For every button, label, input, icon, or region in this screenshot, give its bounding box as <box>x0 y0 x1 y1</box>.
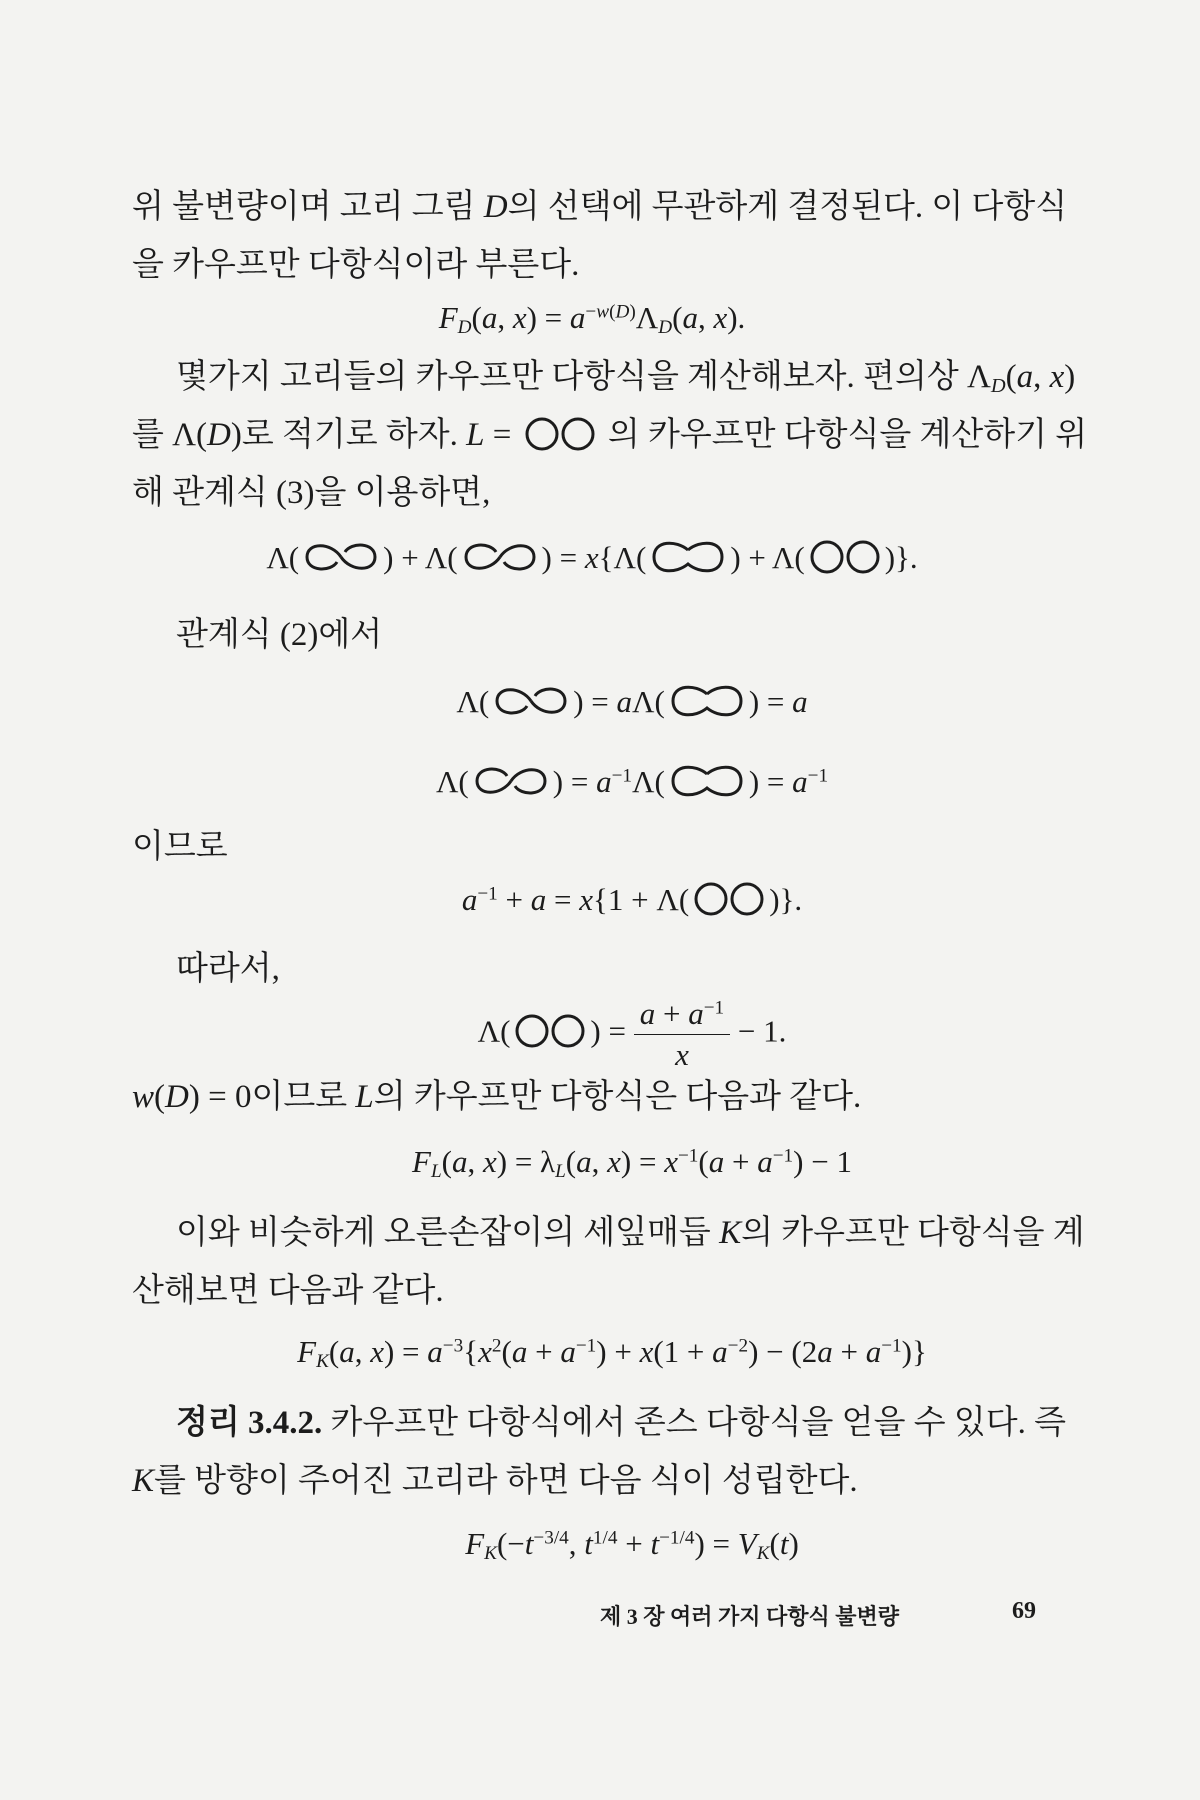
text-line-6: 관계식 (2)에서 <box>176 617 383 653</box>
theorem-line-2: K를 방향이 주어진 고리라 하면 다음 식이 성립한다. <box>132 1463 858 1499</box>
unlink-diagram-icon <box>691 880 767 918</box>
text-line-10: 이와 비슷하게 오른손잡이의 세잎매듭 K의 카우프만 다항식을 계 <box>176 1215 1085 1251</box>
figure-eight-crossing-icon <box>491 682 571 720</box>
equation-kink-positive: Λ( ) = aΛ( ) = a <box>456 684 808 719</box>
equation-skein-relation: Λ( ) + Λ( ) = x{Λ( ) + Λ( )}. <box>266 540 918 575</box>
text-line-4: 를 Λ(D)로 적기로 하자. L = 의 카우프만 다항식을 계산하기 위 <box>132 417 1088 453</box>
running-footer-chapter: 제 3 장 여러 가지 다항식 불변량 <box>600 1604 900 1629</box>
page-number: 69 <box>1012 1598 1036 1624</box>
text-line-11: 산해보면 다음과 같다. <box>132 1273 444 1309</box>
equation-sum: $a^{-1} + a = x\{1 + \Lambda$( )}. <box>461 882 803 917</box>
equation-kauffman-definition: $F_D(a$, $x) = a^{-w(D)}\Lambda_D(a$, x). <box>438 300 746 338</box>
unlink-diagram-icon <box>807 538 883 576</box>
unlink-diagram-icon <box>522 415 598 453</box>
text-line-9: w(D) = 0이므로 L의 카우프만 다항식은 다음과 같다. <box>132 1079 862 1115</box>
text-line-5: 해 관계식 (3)을 이용하면, <box>132 475 491 511</box>
text-line-3: 몇가지 고리들의 카우프만 다항식을 계산해보자. 편의상 $\Lambda_D(a$, x) <box>176 359 1076 398</box>
equation-jones-relation: $F_K(-t^{-3/4}$, $t^{1/4} + t^{-1/4}) = V_K(t)$ <box>465 1526 799 1564</box>
equation-kink-negative: Λ( ) = $a^{-1}\Lambda$( ) = $a^{-1}$ <box>435 764 829 799</box>
smoothed-loop-icon <box>648 538 728 576</box>
theorem-line-1 <box>176 1394 1096 1452</box>
text-line-2: 을 카우프만 다항식이라 부른다. <box>132 247 580 283</box>
smoothed-loop-icon <box>667 762 747 800</box>
equation-unlink-polynomial: $F_L(a$, $x) = \lambda_L(a$, $x) = x^{-1}(a + a^{-1}) - 1$ <box>412 1144 852 1182</box>
figure-eight-crossing-icon <box>301 538 381 576</box>
text-line-1: 위 불변량이며 고리 그림 D의 선택에 무관하게 결정된다. 이 다항식 <box>132 189 1068 225</box>
theorem-text: 카우프만 다항식에서 존스 다항식을 얻을 수 있다. 즉 <box>330 1405 1066 1441</box>
equation-trefoil-polynomial: $F_K(a$, $x) = a^{-3}\{x^2(a + a^{-1}) + x(1 + a^{-2}) - (2a + a^{-1})\}$ <box>297 1334 927 1372</box>
figure-eight-crossing-icon <box>460 538 540 576</box>
text-line-8: 따라서, <box>176 951 280 987</box>
unlink-diagram-icon <box>512 1012 588 1050</box>
theorem-label: 정리 3.4.2. <box>176 1405 323 1441</box>
text-line-7: 이므로 <box>132 829 228 865</box>
smoothed-loop-icon <box>667 682 747 720</box>
figure-eight-crossing-icon <box>471 762 551 800</box>
equation-unlink-value: Λ( ) = $\frac{a + a^{-1}}{x}$ − 1. <box>477 996 787 1072</box>
